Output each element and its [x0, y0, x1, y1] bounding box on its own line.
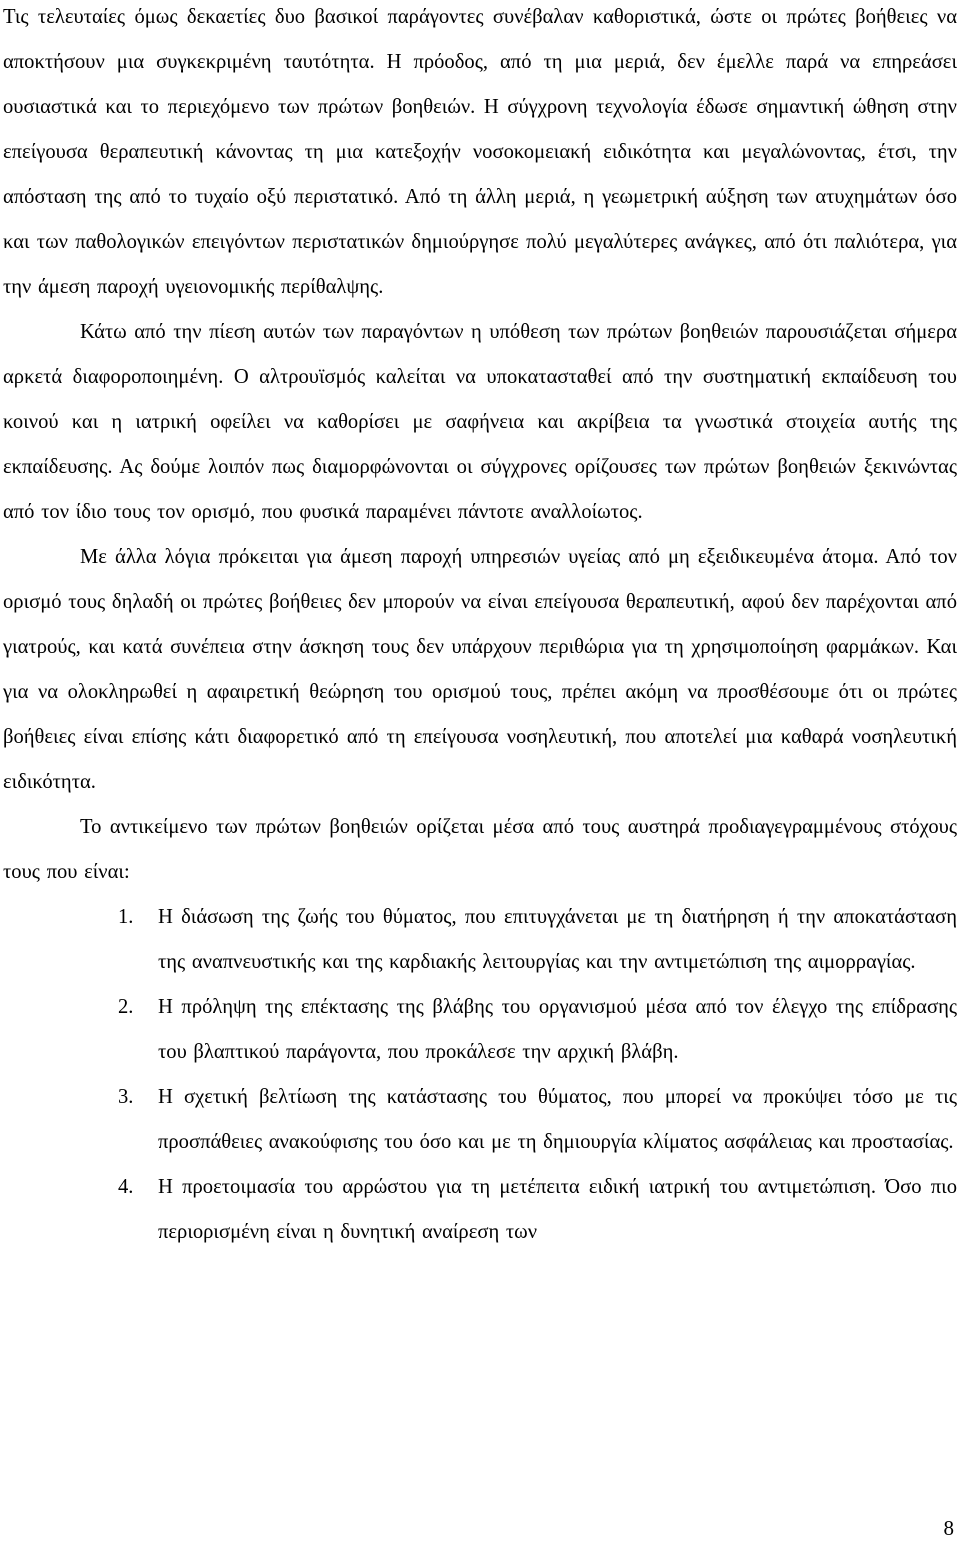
list-item-number: 2. [118, 996, 134, 1018]
list-item-number: 3. [118, 1086, 134, 1108]
paragraph-history: Τις τελευταίες όμως δεκαετίες δυο βασικοί παράγοντες συνέβαλαν καθοριστικά, ώστε οι πρώτες βοήθειες να αποκτήσουν μια συγκεκριμένη ταυτότητα. Η πρόοδος, από τη μια μεριά, δεν έμελλε παρά να επηρεάσει ουσιαστικά και το περιεχόμενο των πρώτων βοηθειών. Η σύγχρονη τεχνολογία έδωσε σημαντική ώθηση στην επείγουσα θεραπευτική κάνοντας τη μια κατεξοχήν νοσοκομειακή ειδικότητα και μεγαλώνοντας, έτσι, την απόσταση της από το τυχαίο οξύ περιστατικό. Από τη άλλη μεριά, η γεωμετρική αύξηση των ατυχημάτων όσο και των παθολογικών επειγόντων περιστατικών δημιούργησε πολύ μεγαλύτερες ανάγκες, από ότι παλιότερα, για την άμεση παροχή υγειονομικής περίθαλψης. [3, 6, 957, 298]
list-item [0, 895, 960, 985]
list-item-number: 4. [118, 1176, 134, 1198]
list-item [0, 1165, 960, 1255]
list-item-text: Η διάσωση της ζωής του θύματος, που επιτυγχάνεται με τη διατήρηση ή την αποκατάσταση της αναπνευστικής και της καρδιακής λειτουργίας και την αντιμετώπιση της αιμορραγίας. [158, 906, 957, 973]
paragraph-modern-context: Κάτω από την πίεση αυτών των παραγόντων η υπόθεση των πρώτων βοηθειών παρουσιάζεται σήμερα αρκετά διαφοροποιημένη. Ο αλτρουϊσμός καλείται να υποκατασταθεί από την συστηματική εκπαίδευση του κοινού και η ιατρική οφείλει να καθορίσει με σαφήνεια και ακρίβεια τα γνωστικά στοιχεία αυτής της εκπαίδευσης. Ας δούμε λοιπόν πως διαμορφώνονται οι σύγχρονες ορίζουσες των πρώτων βοηθειών ξεκινώντας από τον ίδιο τους τον ορισμό, που φυσικά παραμένει πάντοτε αναλλοίωτος. [3, 321, 957, 523]
list-item [0, 1075, 960, 1165]
page-number: 8 [943, 1516, 954, 1540]
list-item-text: Η προετοιμασία του αρρώστου για τη μετέπειτα ειδική ιατρική του αντιμετώπιση. Όσο πιο περιορισμένη είναι η δυνητική αναίρεση των [158, 1176, 957, 1243]
list-item-text: Η σχετική βελτίωση της κατάστασης του θύματος, που μπορεί να προκύψει τόσο με τις προσπάθειες ανακούφισης του όσο και με τη δημιουργία κλίματος ασφάλειας και προστασίας. [158, 1086, 957, 1153]
list-item [0, 985, 960, 1075]
paragraph-definition: Με άλλα λόγια πρόκειται για άμεση παροχή υπηρεσιών υγείας από μη εξειδικευμένα άτομα. Από τον ορισμό τους δηλαδή οι πρώτες βοήθειες δεν μπορούν να είναι επείγουσα θεραπευτική, αφού δεν παρέχονται από γιατρούς, και κατά συνέπεια στην άσκηση τους δεν υπάρχουν περιθώρια για τη χρησιμοποίηση φαρμάκων. Και για να ολοκληρωθεί η αφαιρετική θεώρηση του ορισμού τους, πρέπει ακόμη να προσθέσουμε ότι οι πρώτες βοήθειες είναι επίσης κάτι διαφορετικό από τη επείγουσα νοσηλευτική, που αποτελεί μια καθαρά νοσηλευτική ειδικότητα. [3, 546, 957, 793]
objectives-list [0, 895, 960, 1255]
list-item-text: Η πρόληψη της επέκτασης της βλάβης του οργανισμού μέσα από τον έλεγχο της επίδρασης του βλαπτικού παράγοντα, που προκάλεσε την αρχική βλάβη. [158, 996, 957, 1063]
list-item-number: 1. [118, 906, 134, 928]
paragraph-objectives-intro: Το αντικείμενο των πρώτων βοηθειών ορίζεται μέσα από τους αυστηρά προδιαγεγραμμένους στόχους τους που είναι: [3, 816, 957, 883]
